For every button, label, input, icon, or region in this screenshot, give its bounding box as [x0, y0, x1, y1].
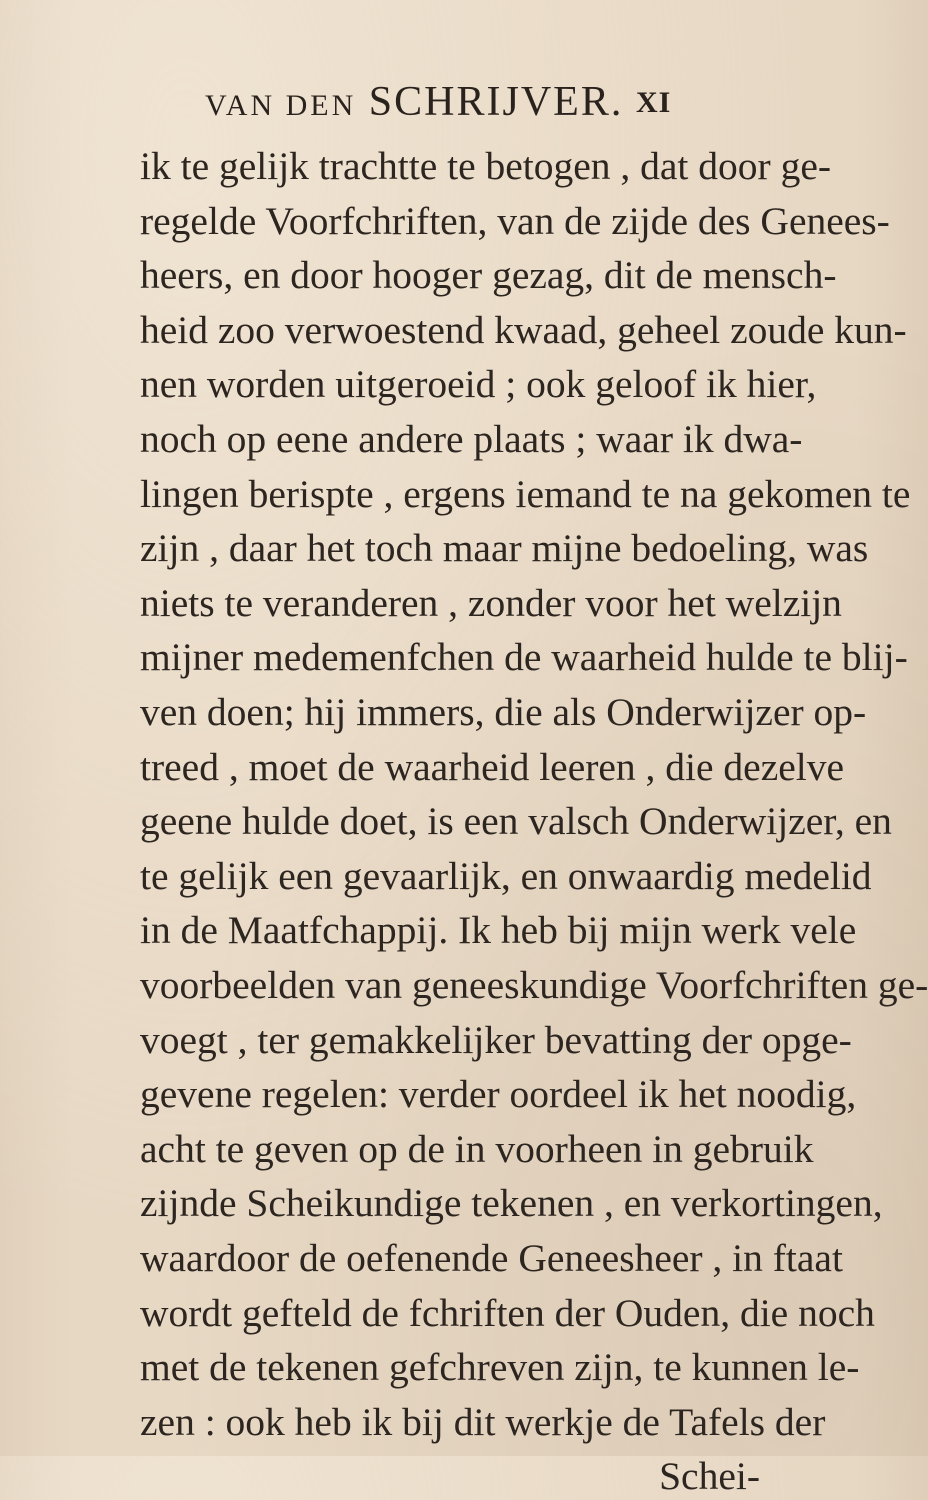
text-line: zijn , daar het toch maar mijne bedoeling, was — [140, 526, 869, 571]
text-line: ik te gelijk trachtte te betogen , dat door ge- — [140, 144, 831, 188]
text-line: treed , moet de waarheid leeren , die dezelve — [140, 744, 845, 789]
catchword: Schei- — [659, 1454, 760, 1499]
text-line: nen worden uitgeroeid ; ook geloof ik hier, — [140, 362, 817, 407]
text-line: regelde Voorfchriften, van de zijde des Genees- — [140, 198, 890, 243]
text-line: wordt gefteld de fchriften der Ouden, die noch — [140, 1290, 875, 1335]
text-line: in de Maatfchappij. Ik heb bij mijn werk vele — [140, 908, 857, 953]
page-number: XI — [636, 86, 672, 119]
text-line: met de tekenen gefchreven zijn, te kunnen le- — [140, 1345, 860, 1390]
text-line: voegt , ter gemakkelijker bevatting der opge- — [140, 1017, 852, 1062]
running-title-main: SCHRIJVER. — [368, 79, 624, 125]
text-line: te gelijk een gevaarlijk, en onwaardig medelid — [140, 853, 872, 898]
text-line: ven doen; hij immers, die als Onderwijzer op- — [140, 690, 867, 734]
text-line: heers, en door hooger gezag, dit de mensch- — [140, 253, 837, 298]
text-line: zen : ook heb ik bij dit werkje de Tafels der — [140, 1399, 826, 1444]
running-title-prefix: VAN DEN — [205, 89, 357, 122]
text-line: acht te geven op de in voorheen in gebruik — [140, 1126, 814, 1171]
text-line: waardoor de oefenende Geneesheer , in ftaat — [140, 1236, 843, 1280]
text-line: geene hulde doet, is een valsch Onderwijzer, en — [140, 799, 892, 844]
text-line: heid zoo verwoestend kwaad, geheel zoude kun- — [140, 307, 907, 352]
text-line: zijnde Scheikundige tekenen , en verkortingen, — [140, 1181, 883, 1226]
text-line: noch op eene andere plaats ; waar ik dwa- — [140, 417, 803, 461]
text-line: voorbeelden van geneeskundige Voorfchriften ge- — [140, 963, 928, 1007]
text-line: niets te veranderen , zonder voor het welzijn — [140, 580, 842, 625]
text-line: lingen berispte , ergens iemand te na gekomen te — [140, 471, 911, 516]
text-line: mijner medemenfchen de waarheid hulde te blij- — [140, 635, 908, 680]
text-line: gevene regelen: verder oordeel ik het noodig, — [140, 1072, 857, 1117]
